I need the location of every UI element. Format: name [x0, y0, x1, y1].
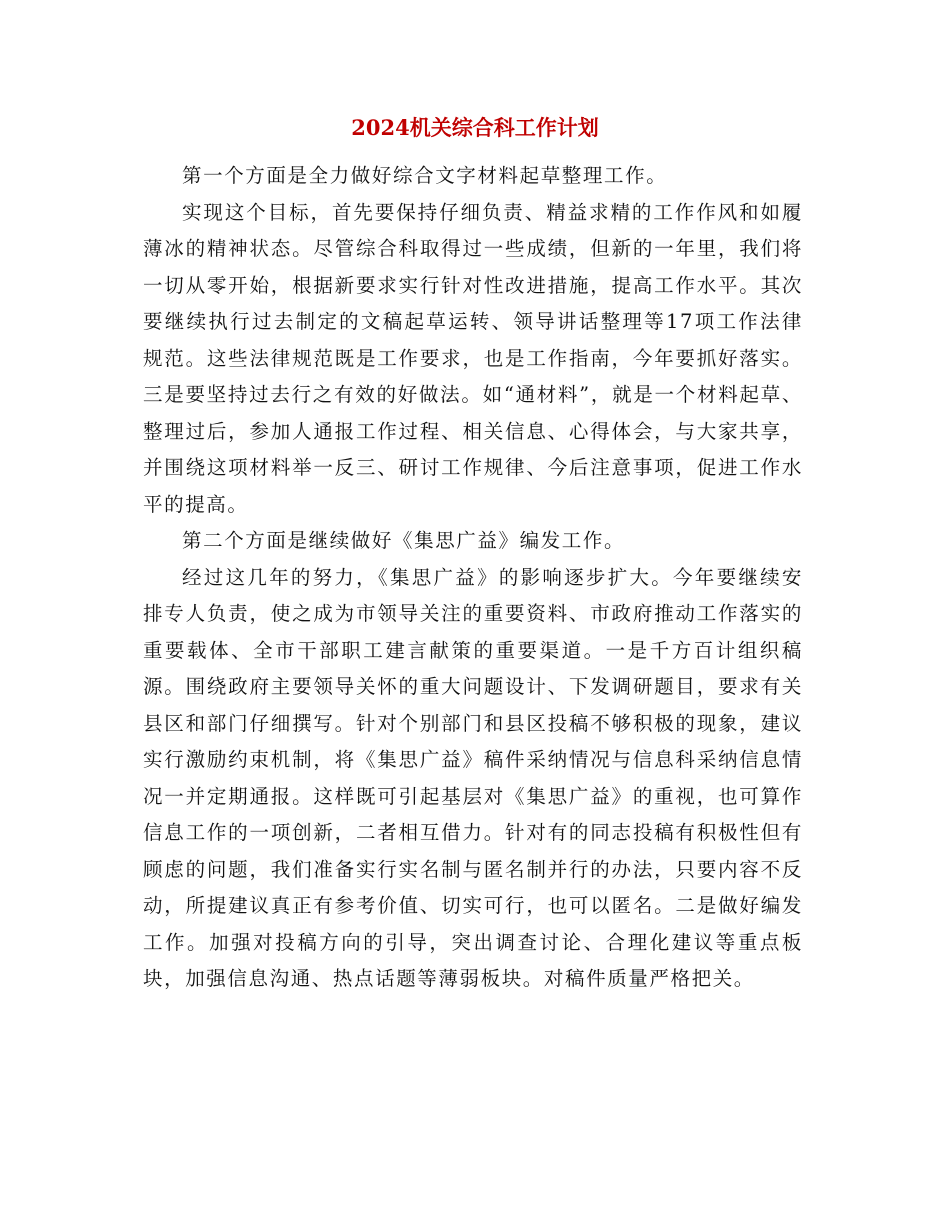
paragraph-body-2: 经过这几年的努力，《集思广益》的影响逐步扩大。今年要继续安排专人负责，使之成为市领导关注的重要资料、市政府推动工作落实的重要载体、全市干部职工建言献策的重要渠道。一是千方百计组织稿源。围绕政府主要领导关怀的重大问题设计、下发调研题目，要求有关县区和部门仔细撰写。针对个别部门和县区投稿不够积极的现象，建议实行激励约束机制，将《集思广益》稿件采纳情况与信息科采纳信息情况一并定期通报。这样既可引起基层对《集思广益》的重视，也可算作信息工作的一项创新，二者相互借力。针对有的同志投稿有积极性但有顾虑的问题，我们准备实行实名制与匿名制并行的办法，只要内容不反动，所提建议真正有参考价值、切实可行，也可以匿名。二是做好编发工作。加强对投稿方向的引导，突出调查讨论、合理化建议等重点板块，加强信息沟通、热点话题等薄弱板块。对稿件质量严格把关。 — [143, 565, 803, 990]
paragraph-body-1: 实现这个目标，首先要保持仔细负责、精益求精的工作作风和如履薄冰的精神状态。尽管综合科取得过一些成绩，但新的一年里，我们将一切从零开始，根据新要求实行针对性改进措施，提高工作水平。其次要继续执行过去制定的文稿起草运转、领导讲话整理等17项工作法律规范。这些法律规范既是工作要求，也是工作指南，今年要抓好落实。三是要坚持过去行之有效的好做法。如“通材料”，就是一个材料起草、整理过后，参加人通报工作过程、相关信息、心得体会，与大家共享，并围绕这项材料举一反三、研讨工作规律、今后注意事项，促进工作水平的提高。 — [143, 200, 803, 516]
document-body — [143, 158, 803, 998]
paragraph-heading-2: 第二个方面是继续做好《集思广益》编发工作。 — [182, 529, 626, 552]
paragraph-heading-1: 第一个方面是全力做好综合文字材料起草整理工作。 — [182, 164, 668, 187]
document-title: 2024机关综合科工作计划 — [351, 115, 599, 140]
